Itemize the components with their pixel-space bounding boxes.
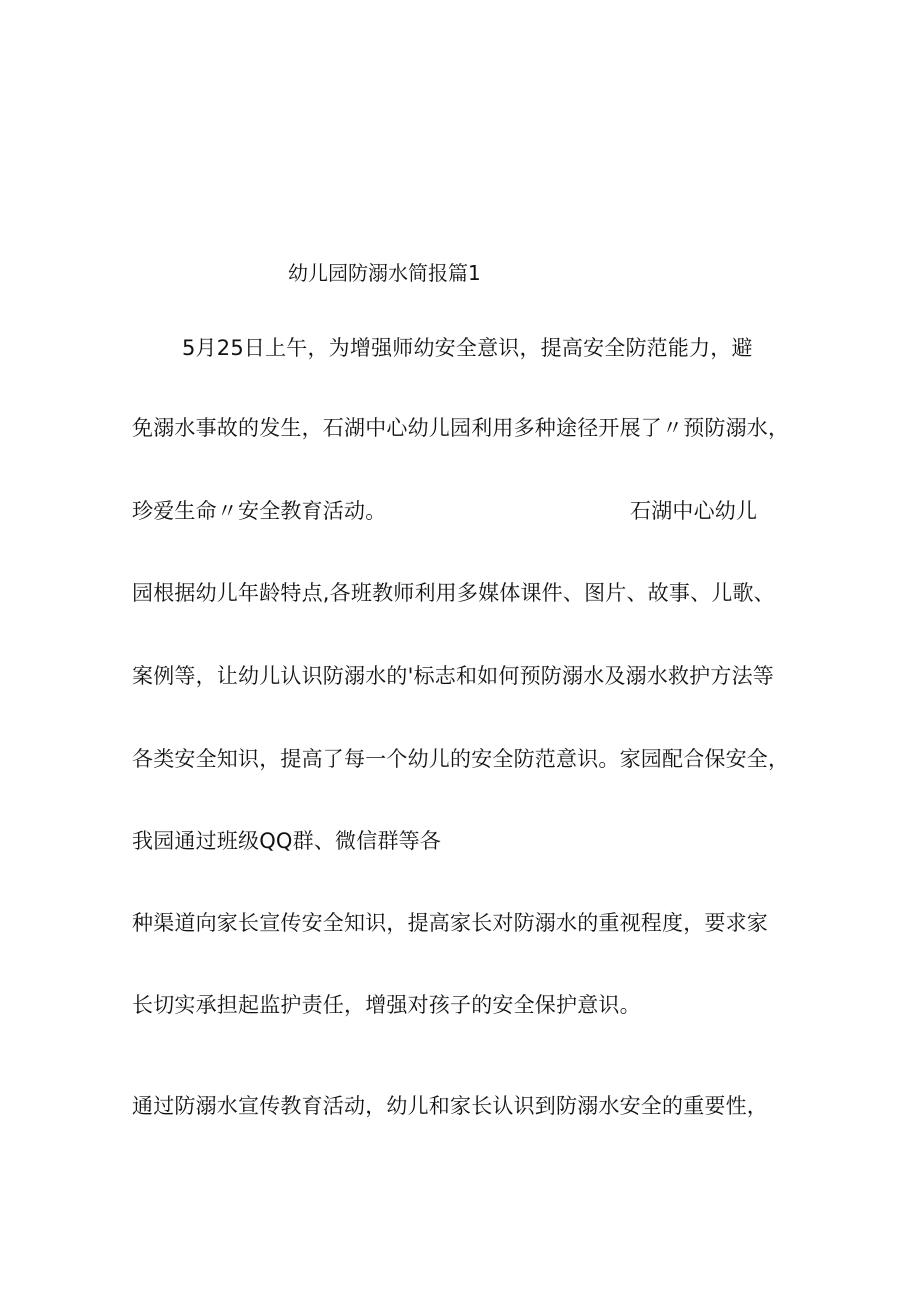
paragraph-line: 各类安全知识，提高了每一个幼儿的安全防范意识。家园配合保安全， [132, 747, 790, 771]
paragraph-line: 我园通过班级QQ群、微信群等各 [132, 829, 442, 853]
paragraph-line: 长切实承担起监护责任，增强对孩子的安全保护意识。 [132, 993, 641, 1017]
paragraph-line: 通过防溺水宣传教育活动，幼儿和家长认识到防溺水安全的重要性， [132, 1094, 768, 1118]
paragraph-line: 园根据幼儿年龄特点,各班教师利用多媒体课件、图片、故事、儿歌、 [132, 581, 775, 605]
paragraph-line: 种渠道向家长宣传安全知识，提高家长对防溺水的重视程度，要求家 [132, 911, 768, 935]
paragraph-line: 珍爱生命〃安全教育活动。 [132, 499, 387, 523]
paragraph-line: 案例等，让幼儿认识防溺水的'标志和如何预防溺水及溺水救护方法等 [132, 664, 774, 688]
paragraph-line: 5月25日上午，为增强师幼安全意识，提高安全防范能力，避 [182, 336, 753, 360]
paragraph-line: 免溺水事故的发生，石湖中心幼儿园利用多种途径开展了〃预防溺水， [132, 416, 790, 440]
document-title: 幼儿园防溺水简报篇1 [288, 261, 481, 285]
paragraph-line: 石湖中心幼儿 [630, 499, 758, 523]
